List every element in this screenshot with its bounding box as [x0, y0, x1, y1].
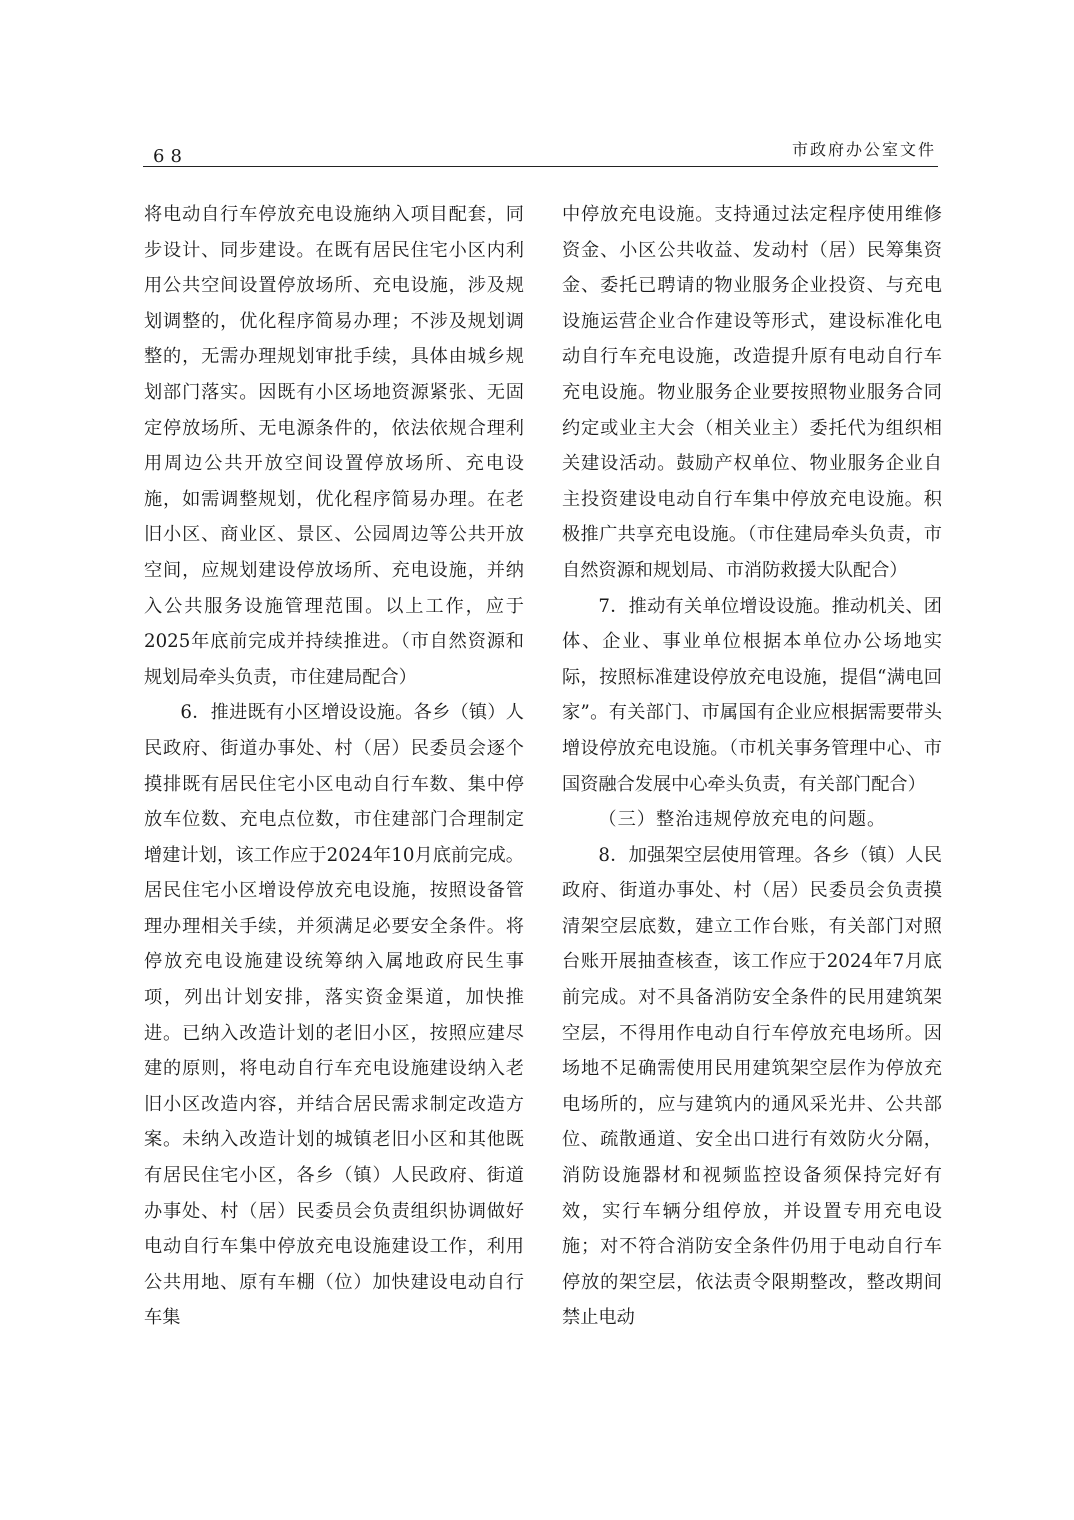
- document-title: 市政府办公室文件: [791, 140, 936, 159]
- page-number: 68: [153, 146, 188, 167]
- section-heading: （三）整治违规停放充电的问题。: [598, 809, 887, 831]
- paragraph-item-8: 8．加强架空层使用管理。各乡（镇）人民政府、街道办事处、村（居）民委员会负责摸清架空层底数，建立工作台账，有关部门对照台账开展抽查核查，该工作应于2024年7月底前完成。对不具备消防安全条件的民用建筑架空层，不得用作电动自行车停放充电场所。因场地不足确需使用民用建筑架空层作为停放充电场所的，应与建筑内的通风采光井、公共部位、疏散通道、安全出口进行有效防火分隔，消防设施器材和视频监控设备须保持完好有效，实行车辆分组停放，并设置专用充电设施；对不符合消防安全条件仍用于电动自行车停放的架空层，依法责令限期整改，整改期间禁止电动: [562, 844, 942, 1329]
- paragraph-continued: 将电动自行车停放充电设施纳入项目配套，同步设计、同步建设。在既有居民住宅小区内利用公共空间设置停放场所、充电设施，涉及规划调整的，优化程序简易办理；不涉及规划调整的，无需办理规划审批手续，具体由城乡规划部门落实。因既有小区场地资源紧张、无固定停放场所、无电源条件的，依法依规合理利用周边公共开放空间设置停放场所、充电设施，如需调整规划，优化程序简易办理。在老旧小区、商业区、景区、公园周边等公共开放空间，应规划建设停放场所、充电设施，并纳入公共服务设施管理范围。以上工作，应于2025年底前完成并持续推进。（市自然资源和规划局牵头负责，市住建局配合）: [144, 204, 524, 688]
- paragraph-item-6: 6．推进既有小区增设设施。各乡（镇）人民政府、街道办事处、村（居）民委员会逐个摸排既有居民住宅小区电动自行车数、集中停放车位数、充电点位数，市住建部门合理制定增建计划，该工作应于2024年10月底前完成。居民住宅小区增设停放充电设施，按照设备管理办理相关手续，并须满足必要安全条件。将停放充电设施建设统筹纳入属地政府民生事项，列出计划安排，落实资金渠道，加快推进。已纳入改造计划的老旧小区，按照应建尽建的原则，将电动自行车充电设施建设纳入老旧小区改造内容，并结合居民需求制定改造方案。未纳入改造计划的城镇老旧小区和其他既有居民住宅小区，各乡（镇）人民政府、街道办事处、村（居）民委员会负责组织协调做好电动自行车集中停放充电设施建设工作，利用公共用地、原有车棚（位）加快建设电动自行车集: [144, 702, 524, 1329]
- page-header: [143, 128, 938, 167]
- paragraph-item-7: 7．推动有关单位增设设施。推动机关、团体、企业、事业单位根据本单位办公场地实际，按照标准建设停放充电设施，提倡“满电回家”。有关部门、市属国有企业应根据需要带头增设停放充电设施。（市机关事务管理中心、市国资融合发展中心牵头负责，有关部门配合）: [562, 595, 942, 795]
- right-column: [562, 197, 942, 1337]
- paragraph-continued: 中停放充电设施。支持通过法定程序使用维修资金、小区公共收益、发动村（居）民筹集资金、委托已聘请的物业服务企业投资、与充电设施运营企业合作建设等形式，建设标准化电动自行车充电设施，改造提升原有电动自行车充电设施。物业服务企业要按照物业服务合同约定或业主大会（相关业主）委托代为组织相关建设活动。鼓励产权单位、物业服务企业自主投资建设电动自行车集中停放充电设施。积极推广共享充电设施。（市住建局牵头负责，市自然资源和规划局、市消防救援大队配合）: [562, 204, 942, 581]
- left-column: [144, 197, 524, 1337]
